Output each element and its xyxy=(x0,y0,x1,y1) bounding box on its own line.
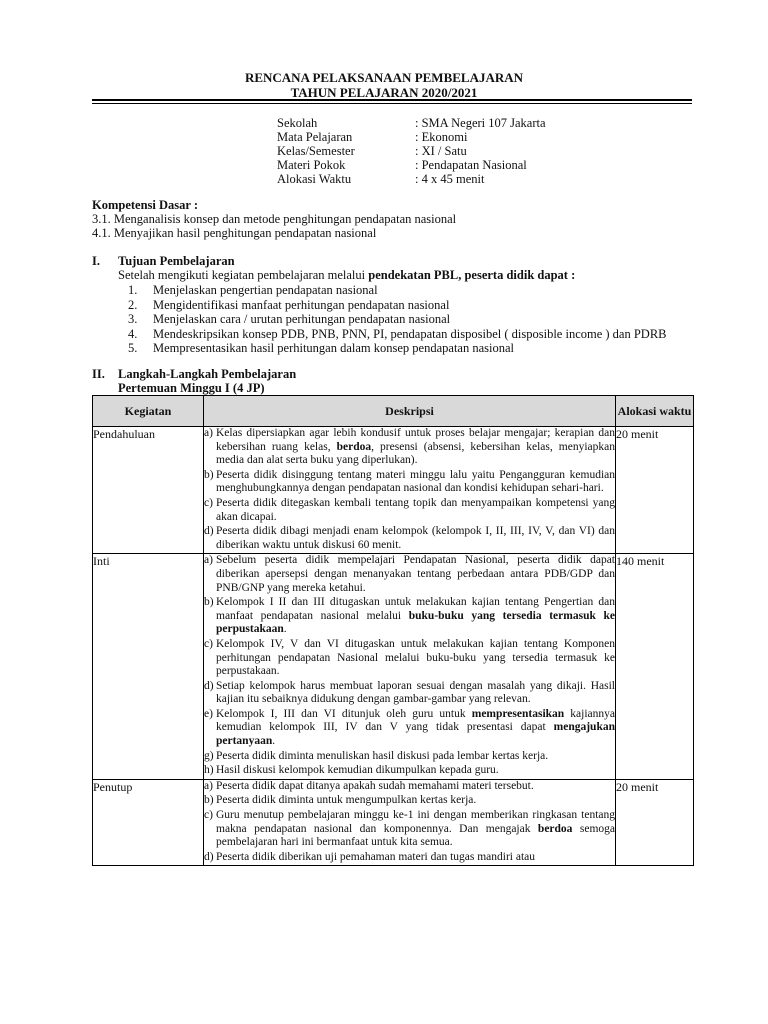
activity-step xyxy=(204,497,615,524)
step-label: a) xyxy=(204,554,213,567)
identity-label: Sekolah xyxy=(277,116,318,130)
step-label: e) xyxy=(204,707,213,720)
step-text: Guru menutup pembelajaran minggu ke-1 ini dengan memberikan ringkasan tentang makna pendapatan nasional dan komponennya. Dan mengajak xyxy=(216,809,615,835)
title-rule-thin xyxy=(92,103,692,104)
alokasi-cell: 140 menit xyxy=(616,554,694,780)
activity-step xyxy=(204,469,615,496)
alokasi-cell: 20 menit xyxy=(616,427,694,554)
step-label: h) xyxy=(204,764,214,777)
step-text: Peserta didik diminta menuliskan hasil diskusi pada lembar kertas kerja. xyxy=(216,749,549,762)
step-label: d) xyxy=(204,679,214,692)
activity-step xyxy=(204,554,615,595)
identity-label: Mata Pelajaran xyxy=(277,130,353,144)
identity-label: Kelas/Semester xyxy=(277,144,355,158)
section-heading-langkah: Langkah-Langkah Pembelajaran xyxy=(118,367,297,381)
identity-value: : SMA Negeri 107 Jakarta xyxy=(415,116,546,130)
deskripsi-cell xyxy=(204,779,616,866)
tujuan-item-text: Menjelaskan pengertian pendapatan nasional xyxy=(153,283,378,297)
activity-table-body xyxy=(93,427,694,866)
activity-step xyxy=(204,764,615,778)
table-row xyxy=(93,779,694,866)
activity-step xyxy=(204,525,615,552)
section-number: II. xyxy=(92,367,105,381)
step-text: Kelompok I, III dan VI ditunjuk oleh guru untuk xyxy=(216,707,472,720)
step-label: a) xyxy=(204,779,213,792)
tujuan-item-text: Mengidentifikasi manfaat perhitungan pendapatan nasional xyxy=(153,297,450,312)
document-title: RENCANA PELAKSANAAN PEMBELAJARAN xyxy=(244,70,524,85)
step-text: Peserta didik diberikan uji pemahaman materi dan tugas mandiri atau xyxy=(216,850,536,863)
step-label: c) xyxy=(204,637,213,650)
title-rule-thick xyxy=(92,99,692,101)
deskripsi-cell xyxy=(204,427,616,554)
table-row xyxy=(93,554,694,780)
tujuan-item-number: 4. xyxy=(128,326,138,341)
header-kegiatan: Kegiatan xyxy=(93,396,204,427)
header-deskripsi: Deskripsi xyxy=(204,396,616,427)
tujuan-item-number: 3. xyxy=(128,312,138,326)
activity-step xyxy=(204,750,615,764)
kegiatan-cell: Inti xyxy=(93,554,204,780)
step-text: Setiap kelompok harus membuat laporan sesuai dengan masalah yang dikaji. Hasil kajian itu sebaiknya didukung dengan gambar-gambar yang relevan. xyxy=(216,679,615,706)
step-text-bold: mempresentasikan xyxy=(471,707,565,720)
kompetensi-heading: Kompetensi Dasar : xyxy=(92,198,199,212)
document-subtitle: TAHUN PELAJARAN 2020/2021 xyxy=(290,85,478,100)
step-label: d) xyxy=(204,850,214,863)
meeting-subheading: Pertemuan Minggu I (4 JP) xyxy=(118,381,265,395)
activity-step xyxy=(204,708,615,749)
step-label: d) xyxy=(204,525,214,538)
step-text: . xyxy=(272,735,276,748)
tujuan-item-text: Mempresentasikan hasil perhitungan dalam konsep pendapatan nasional xyxy=(153,341,515,355)
tujuan-intro-text: Setelah mengikuti kegiatan pembelajaran melalui xyxy=(118,268,369,282)
identity-value: : XI / Satu xyxy=(415,144,467,158)
step-text: kajiannya kemudian kelompok III, IV dan V yang tidak presentasi dapat xyxy=(216,707,616,734)
step-text: Kelompok I II dan III ditugaskan untuk melakukan kajian tentang Pengertian dan manfaat pendapatan nasional melalui xyxy=(216,596,615,622)
step-label: b) xyxy=(204,468,214,481)
activity-table xyxy=(92,395,694,866)
tujuan-item-number: 1. xyxy=(128,283,138,297)
section-heading-tujuan: Tujuan Pembelajaran xyxy=(118,254,235,268)
step-text: semoga pembelajaran hari ini bermanfaat untuk kita semua. xyxy=(216,822,615,849)
step-text-bold: mengajukan pertanyaan xyxy=(216,721,615,748)
step-text: Peserta didik ditegaskan kembali tentang topik dan menyampaikan kompetensi yang akan dicapai. xyxy=(216,496,615,523)
tujuan-item-number: 5. xyxy=(128,341,138,355)
step-text-bold: berdoa xyxy=(537,822,573,835)
step-label: b) xyxy=(204,794,214,807)
section-number: I. xyxy=(92,254,100,268)
kompetensi-item: 3.1. Menganalisis konsep dan metode penghitungan pendapatan nasional xyxy=(92,212,457,226)
step-text: , presensi (absensi, kebersihan kelas, menyiapkan media dan alat serta buku yang diperlukan). xyxy=(216,440,615,467)
deskripsi-cell xyxy=(204,554,616,780)
kegiatan-cell: Penutup xyxy=(93,779,204,866)
identity-label: Alokasi Waktu xyxy=(277,172,352,186)
activity-step xyxy=(204,794,615,808)
table-row xyxy=(93,427,694,554)
header-alokasi: Alokasi waktu xyxy=(616,396,694,427)
tujuan-intro-bold: pendekatan PBL, peserta didik dapat : xyxy=(368,268,576,282)
tujuan-item-text: Menjelaskan cara / urutan perhitungan pendapatan nasional xyxy=(153,312,451,326)
step-text: Peserta didik dibagi menjadi enam kelompok (kelompok I, II, III, IV, V, dan VI) dan diberikan waktu untuk diskusi 60 menit. xyxy=(216,525,615,551)
step-text: Kelas dipersiapkan agar lebih kondusif untuk proses belajar mengajar; kerapian dan kebersihan ruang kelas, xyxy=(216,427,615,453)
activity-step xyxy=(204,596,615,637)
step-label: g) xyxy=(204,749,214,762)
step-text-bold: buku-buku yang tersedia termasuk ke perpustakaan xyxy=(216,609,615,636)
alokasi-cell: 20 menit xyxy=(616,779,694,866)
tujuan-item-number: 2. xyxy=(128,297,138,312)
step-text: Kelompok IV, V dan VI ditugaskan untuk melakukan kajian tentang Komponen perhitungan pendapatan Nasional melalui buku-buku yang tersedia termasuk ke perpustakaan. xyxy=(216,637,615,678)
step-text: Peserta didik disinggung tentang materi minggu lalu yaitu Pengangguran kemudian menghubungkannya dengan pendapatan nasional dan kondisi kehidupan sehari-hari. xyxy=(216,468,615,495)
identity-value: : 4 x 45 menit xyxy=(415,172,485,186)
identity-value: : Pendapatan Nasional xyxy=(415,158,527,172)
step-text-bold: berdoa xyxy=(336,440,372,453)
tujuan-item-text: Mendeskripsikan konsep PDB, PNB, PNN, PI, pendapatan disposibel ( disposible income ) dan PDRB xyxy=(153,326,667,341)
activity-step xyxy=(204,680,615,707)
activity-step xyxy=(204,780,615,794)
step-label: a) xyxy=(204,427,213,439)
step-text: Sebelum peserta didik mempelajari Pendapatan Nasional, peserta didik dapat diberikan apersepsi dengan menanyakan tentang perbedaan antara PDB/GDP dan PNB/GNP yang mereka ketahui. xyxy=(216,554,615,594)
step-text: Peserta didik diminta untuk mengumpulkan kertas kerja. xyxy=(216,794,477,807)
step-label: b) xyxy=(204,596,214,609)
activity-step xyxy=(204,427,615,468)
identity-value: : Ekonomi xyxy=(415,130,468,144)
identity-label: Materi Pokok xyxy=(277,158,346,172)
step-label: c) xyxy=(204,496,213,509)
step-text: Hasil diskusi kelompok kemudian dikumpulkan kepada guru. xyxy=(216,764,499,777)
table-header-row xyxy=(93,396,694,427)
step-text: . xyxy=(283,623,287,636)
activity-step xyxy=(204,851,615,865)
step-text: Peserta didik dapat ditanya apakah sudah memahami materi tersebut. xyxy=(216,779,534,792)
kompetensi-item: 4.1. Menyajikan hasil penghitungan pendapatan nasional xyxy=(92,226,377,240)
tujuan-intro xyxy=(118,268,575,283)
kegiatan-cell: Pendahuluan xyxy=(93,427,204,554)
step-label: c) xyxy=(204,809,213,822)
activity-step xyxy=(204,809,615,850)
activity-step xyxy=(204,638,615,679)
